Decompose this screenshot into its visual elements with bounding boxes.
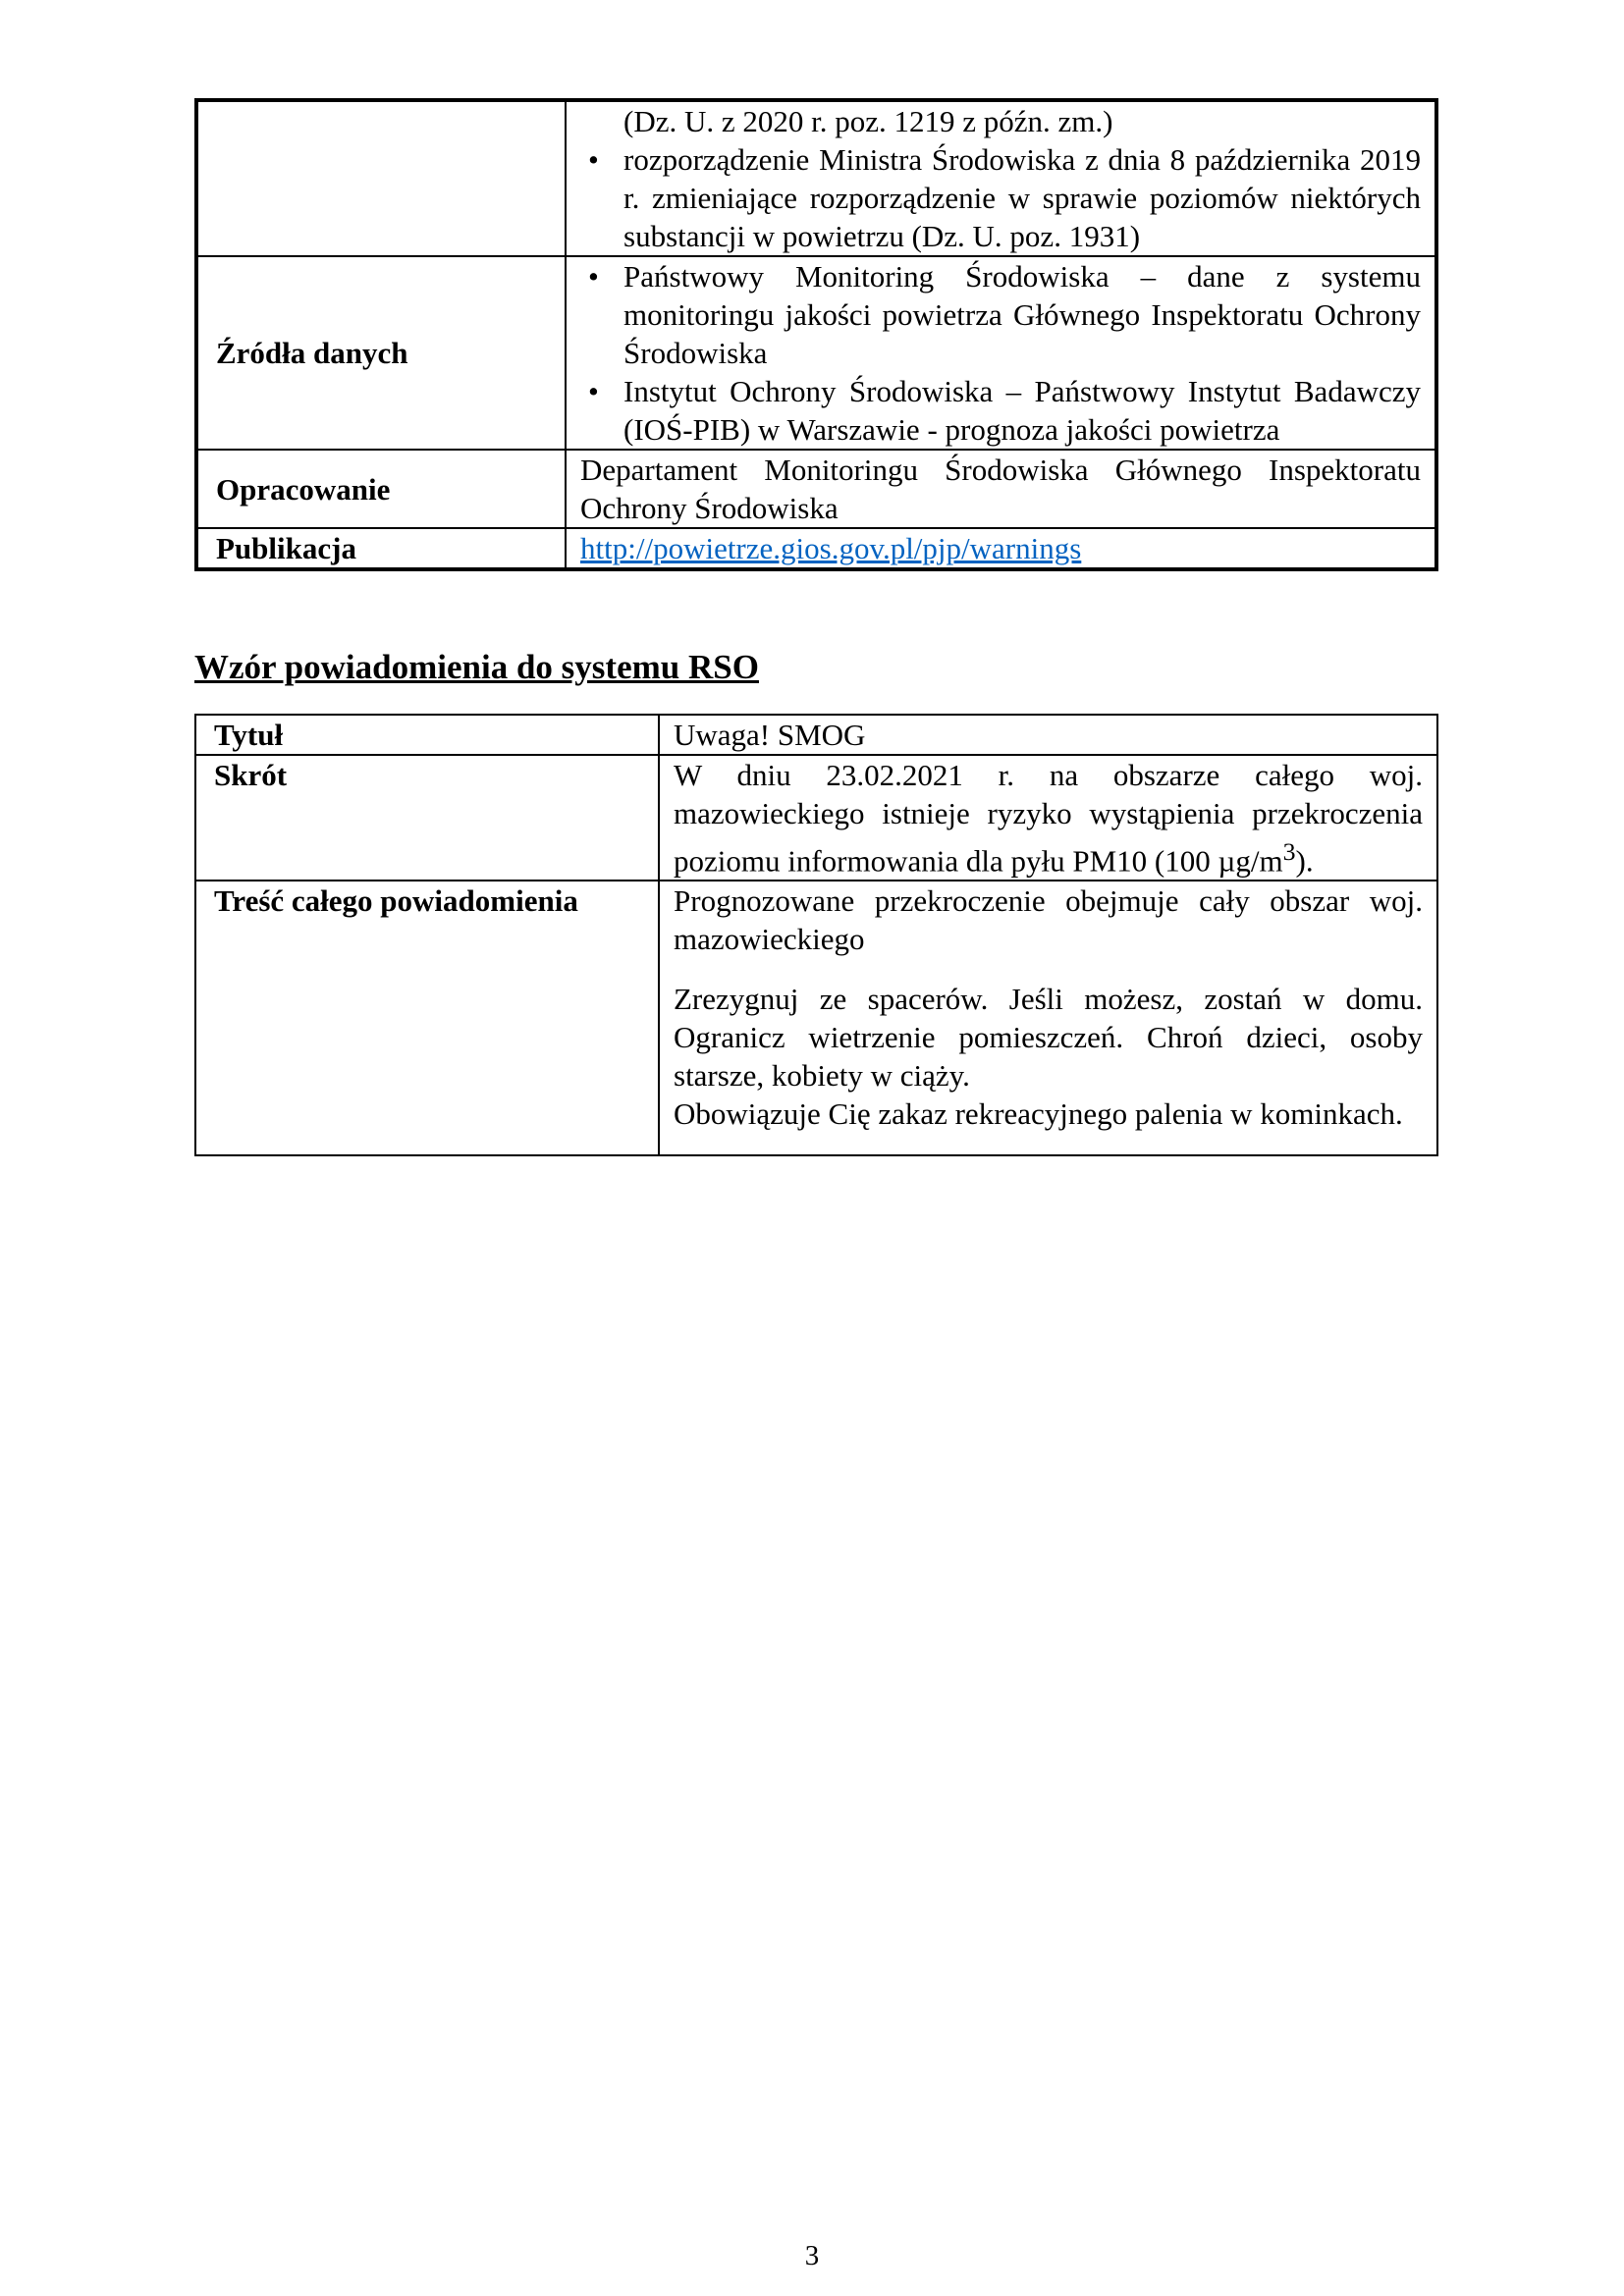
body-label: Treść całego powiadomienia (195, 881, 659, 1155)
table-row (196, 256, 1436, 450)
row-value-prepared-by: Departament Monitoringu Środowiska Głównego Inspektoratu Ochrony Środowiska (566, 450, 1436, 528)
row-value (566, 100, 1436, 256)
row-value (566, 256, 1436, 450)
table-row (196, 450, 1436, 528)
row-label-prepared-by: Opracowanie (196, 450, 566, 528)
list-item: • rozporządzenie Ministra Środowiska z dnia 8 października 2019 r. zmieniające rozporządzenie w sprawie poziomów niektórych substancji w powietrzu (Dz. U. poz. 1931) (580, 140, 1421, 255)
title-label: Tytuł (195, 715, 659, 755)
row-label-publication: Publikacja (196, 528, 566, 569)
legal-basis-continuation: (Dz. U. z 2020 r. poz. 1219 z późn. zm.) (623, 104, 1113, 138)
data-sources-table (194, 98, 1438, 571)
row-label (196, 100, 566, 256)
summary-label: Skrót (195, 755, 659, 881)
title-value: Uwaga! SMOG (659, 715, 1437, 755)
table-row (195, 755, 1437, 881)
page-number: 3 (804, 2240, 820, 2271)
body-paragraph: Prognozowane przekroczenie obejmuje cały obszar woj. mazowieckiego (674, 883, 1423, 957)
body-paragraph: Zrezygnuj ze spacerów. Jeśli możesz, zostań w domu. Ogranicz wietrzenie pomieszczeń. Chroń dzieci, osoby starsze, kobiety w ciąży. (674, 982, 1423, 1094)
summary-text (674, 756, 1423, 880)
row-value-publication (566, 528, 1436, 569)
section-heading: Wzór powiadomienia do systemu RSO (194, 648, 759, 686)
body-paragraph: Obowiązuje Cię zakaz rekreacyjnego palenia w kominkach. (674, 1096, 1403, 1132)
legal-basis-list (580, 140, 1421, 255)
summary-text-main: W dniu 23.02.2021 r. na obszarze całego woj. mazowieckiego istnieje ryzyko wystąpienia przekroczenia poziomu informowania dla pyłu PM10 (100 µg/m (674, 758, 1423, 879)
unit-exponent: 3 (1282, 837, 1296, 866)
list-item: • Instytut Ochrony Środowiska – Państwowy Instytut Badawczy (IOŚ-PIB) w Warszawie - prognoza jakości powietrza (580, 372, 1421, 449)
table-row (195, 715, 1437, 755)
table-row (196, 528, 1436, 569)
list-item: • Państwowy Monitoring Środowiska – dane z systemu monitoringu jakości powietrza Głównego Inspektoratu Ochrony Środowiska (580, 257, 1421, 372)
rso-notification-table (194, 714, 1438, 1156)
summary-value (659, 755, 1437, 881)
body-value (659, 881, 1437, 1155)
publication-link[interactable]: http://powietrze.gios.gov.pl/pjp/warnings (580, 531, 1082, 565)
table-row (195, 881, 1437, 1155)
row-label-data-sources: Źródła danych (196, 256, 566, 450)
data-sources-list (580, 257, 1421, 449)
table-row (196, 100, 1436, 256)
summary-text-end: ). (1295, 843, 1314, 879)
